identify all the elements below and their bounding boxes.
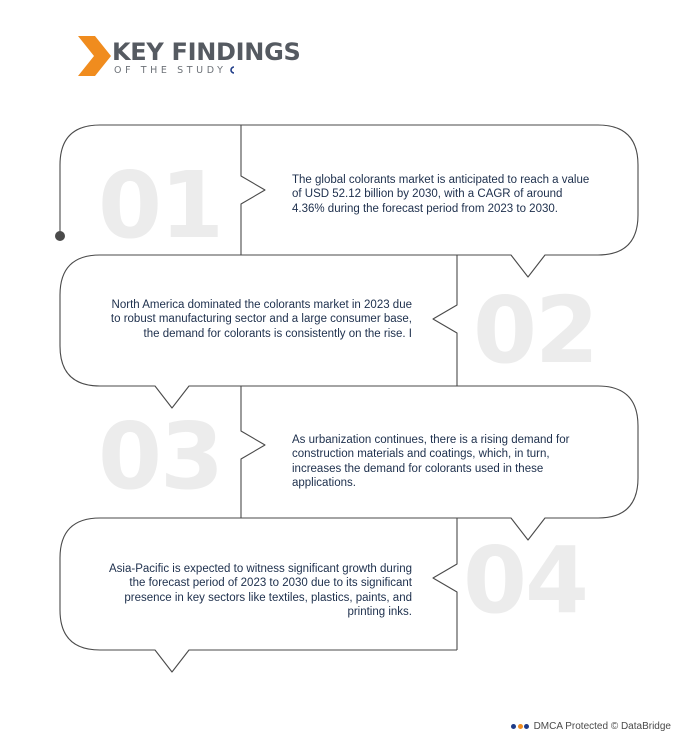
finding-text-2: North America dominated the colorants market in 2023 due to robust manufacturing sector and a large consumer base, the demand for colorants is consistently on the rise. I xyxy=(110,299,412,340)
divider-2 xyxy=(433,255,457,386)
finding-text-1: The global colorants market is anticipated to reach a value of USD 52.12 billion by 2030, with a CAGR of around 4.36% during the forecast period from 2023 to 2030. xyxy=(292,174,590,215)
finding-number-1: 01 xyxy=(97,152,223,259)
footer-dot-3 xyxy=(524,724,529,729)
page-subtitle: OF THE STUDY xyxy=(114,65,227,76)
footer-dot-1 xyxy=(511,724,516,729)
finding-text-3: As urbanization continues, there is a rising demand for construction materials and coatings, which, in turn, increases the demand for colorants used in these applications. xyxy=(292,434,570,490)
footer-dot-2 xyxy=(518,724,523,729)
finding-number-2: 02 xyxy=(472,277,598,384)
dmca-badge-label[interactable]: DMCA Protected © DataBridge xyxy=(533,721,671,732)
finding-number-4: 04 xyxy=(462,527,588,634)
flow-start-dot xyxy=(55,231,65,241)
page-title: KEY FINDINGS xyxy=(112,38,301,66)
divider-1 xyxy=(241,125,265,255)
finding-text-4: Asia-Pacific is expected to witness significant growth during the forecast period of 2023 to 2030 due to its significant presence in key sectors like textiles, plastics, paints, and printing inks. xyxy=(109,563,412,619)
divider-4 xyxy=(433,518,457,650)
finding-number-3: 03 xyxy=(97,403,223,510)
footer xyxy=(511,721,671,732)
divider-3 xyxy=(241,386,265,518)
